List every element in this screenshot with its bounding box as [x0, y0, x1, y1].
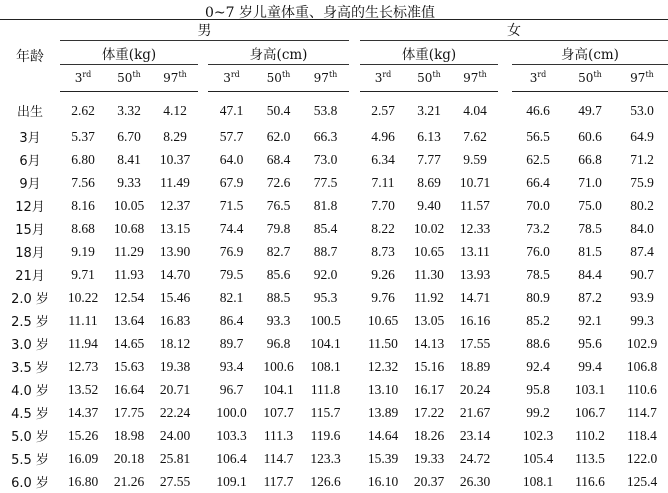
- male-value-cell: 66.3: [302, 125, 349, 148]
- male-value-cell: 12.54: [106, 286, 152, 309]
- pct-50-suffix: th: [593, 70, 601, 79]
- pct-97-suffix: th: [478, 70, 486, 79]
- female-value-cell: 17.22: [406, 401, 452, 424]
- female-value-cell: 99.4: [564, 355, 616, 378]
- female-value-cell: 90.7: [616, 263, 668, 286]
- female-value-cell: 10.02: [406, 217, 452, 240]
- pct-3-num: 3: [530, 71, 538, 85]
- age-cell: 5.5 岁: [0, 447, 60, 470]
- male-value-cell: 89.7: [208, 332, 255, 355]
- table-row: [0, 217, 668, 240]
- table-title: 0~7 岁儿童体重、身高的生长标准值: [0, 2, 640, 22]
- female-value-cell: 9.26: [360, 263, 406, 286]
- table-row: [0, 263, 668, 286]
- male-value-cell: 16.09: [60, 447, 106, 470]
- male-value-cell: 8.41: [106, 148, 152, 171]
- male-value-cell: 14.70: [152, 263, 198, 286]
- female-value-cell: 95.8: [512, 378, 564, 401]
- pct-97-suffix: th: [645, 70, 653, 79]
- male-value-cell: 13.15: [152, 217, 198, 240]
- female-value-cell: 92.1: [564, 309, 616, 332]
- male-value-cell: 16.64: [106, 378, 152, 401]
- age-cell: 18月: [0, 240, 60, 263]
- male-weight-header: 体重(kg): [60, 41, 198, 65]
- pct-50-suffix: th: [282, 70, 290, 79]
- female-value-cell: 75.0: [564, 194, 616, 217]
- female-value-cell: 108.1: [512, 470, 564, 493]
- female-value-cell: 17.55: [452, 332, 498, 355]
- male-value-cell: 119.6: [302, 424, 349, 447]
- male-value-cell: 81.8: [302, 194, 349, 217]
- female-value-cell: 84.0: [616, 217, 668, 240]
- male-value-cell: 73.0: [302, 148, 349, 171]
- female-value-cell: 13.93: [452, 263, 498, 286]
- male-value-cell: 15.63: [106, 355, 152, 378]
- pct-3-suffix: rd: [537, 70, 546, 79]
- male-value-cell: 93.4: [208, 355, 255, 378]
- male-value-cell: 3.32: [106, 92, 152, 126]
- male-value-cell: 123.3: [302, 447, 349, 470]
- male-value-cell: 10.68: [106, 217, 152, 240]
- male-value-cell: 62.0: [255, 125, 302, 148]
- table-row: [0, 148, 668, 171]
- male-value-cell: 67.9: [208, 171, 255, 194]
- male-value-cell: 8.16: [60, 194, 106, 217]
- male-value-cell: 104.1: [302, 332, 349, 355]
- female-value-cell: 78.5: [564, 217, 616, 240]
- pct-50-header: [564, 65, 616, 92]
- age-cell: 3.5 岁: [0, 355, 60, 378]
- pct-3-suffix: rd: [382, 70, 391, 79]
- female-value-cell: 105.4: [512, 447, 564, 470]
- female-value-cell: 11.30: [406, 263, 452, 286]
- female-height-header: 身高(cm): [512, 41, 668, 65]
- pct-97-num: 97: [314, 71, 329, 85]
- age-cell: 15月: [0, 217, 60, 240]
- male-value-cell: 2.62: [60, 92, 106, 126]
- female-value-cell: 7.70: [360, 194, 406, 217]
- pct-3-header: [512, 65, 564, 92]
- male-value-cell: 88.5: [255, 286, 302, 309]
- female-value-cell: 13.89: [360, 401, 406, 424]
- male-value-cell: 18.12: [152, 332, 198, 355]
- female-value-cell: 114.7: [616, 401, 668, 424]
- male-value-cell: 64.0: [208, 148, 255, 171]
- female-value-cell: 11.57: [452, 194, 498, 217]
- age-cell: 6.0 岁: [0, 470, 60, 493]
- pct-50-header: [106, 65, 152, 92]
- pct-50-num: 50: [417, 71, 432, 85]
- pct-3-header: [360, 65, 406, 92]
- male-value-cell: 53.8: [302, 92, 349, 126]
- female-value-cell: 106.7: [564, 401, 616, 424]
- table-row: [0, 378, 668, 401]
- table-row: [0, 401, 668, 424]
- male-value-cell: 100.0: [208, 401, 255, 424]
- male-value-cell: 27.55: [152, 470, 198, 493]
- age-cell: 2.0 岁: [0, 286, 60, 309]
- pct-97-header: [452, 65, 498, 92]
- female-value-cell: 12.33: [452, 217, 498, 240]
- female-value-cell: 8.73: [360, 240, 406, 263]
- male-value-cell: 6.80: [60, 148, 106, 171]
- pct-3-header: [60, 65, 106, 92]
- age-cell: 9月: [0, 171, 60, 194]
- female-value-cell: 8.22: [360, 217, 406, 240]
- female-value-cell: 60.6: [564, 125, 616, 148]
- female-value-cell: 6.34: [360, 148, 406, 171]
- female-value-cell: 14.13: [406, 332, 452, 355]
- female-value-cell: 46.6: [512, 92, 564, 126]
- male-value-cell: 106.4: [208, 447, 255, 470]
- female-value-cell: 95.6: [564, 332, 616, 355]
- female-value-cell: 12.32: [360, 355, 406, 378]
- female-value-cell: 99.3: [616, 309, 668, 332]
- male-value-cell: 11.49: [152, 171, 198, 194]
- female-value-cell: 66.8: [564, 148, 616, 171]
- male-value-cell: 76.9: [208, 240, 255, 263]
- male-value-cell: 57.7: [208, 125, 255, 148]
- male-header: 男: [60, 20, 349, 41]
- male-value-cell: 10.22: [60, 286, 106, 309]
- male-value-cell: 79.5: [208, 263, 255, 286]
- male-value-cell: 82.1: [208, 286, 255, 309]
- female-value-cell: 9.40: [406, 194, 452, 217]
- male-value-cell: 47.1: [208, 92, 255, 126]
- metric-header-row: [0, 41, 668, 65]
- pct-50-suffix: th: [132, 70, 140, 79]
- female-value-cell: 93.9: [616, 286, 668, 309]
- male-height-header: 身高(cm): [208, 41, 349, 65]
- female-value-cell: 118.4: [616, 424, 668, 447]
- male-value-cell: 5.37: [60, 125, 106, 148]
- female-value-cell: 110.6: [616, 378, 668, 401]
- male-value-cell: 4.12: [152, 92, 198, 126]
- male-value-cell: 96.7: [208, 378, 255, 401]
- male-value-cell: 11.94: [60, 332, 106, 355]
- male-value-cell: 114.7: [255, 447, 302, 470]
- female-value-cell: 102.3: [512, 424, 564, 447]
- table-row: [0, 194, 668, 217]
- female-value-cell: 71.0: [564, 171, 616, 194]
- male-value-cell: 109.1: [208, 470, 255, 493]
- male-value-cell: 9.19: [60, 240, 106, 263]
- table-row: [0, 424, 668, 447]
- female-value-cell: 26.30: [452, 470, 498, 493]
- female-value-cell: 10.65: [406, 240, 452, 263]
- female-value-cell: 20.37: [406, 470, 452, 493]
- male-value-cell: 107.7: [255, 401, 302, 424]
- male-value-cell: 72.6: [255, 171, 302, 194]
- male-value-cell: 13.64: [106, 309, 152, 332]
- female-value-cell: 19.33: [406, 447, 452, 470]
- female-value-cell: 76.0: [512, 240, 564, 263]
- female-value-cell: 87.4: [616, 240, 668, 263]
- male-value-cell: 117.7: [255, 470, 302, 493]
- male-value-cell: 100.5: [302, 309, 349, 332]
- female-value-cell: 14.71: [452, 286, 498, 309]
- female-value-cell: 11.92: [406, 286, 452, 309]
- percentile-header-row: [0, 65, 668, 92]
- female-value-cell: 7.77: [406, 148, 452, 171]
- female-value-cell: 85.2: [512, 309, 564, 332]
- female-header: 女: [360, 20, 668, 41]
- female-value-cell: 6.13: [406, 125, 452, 148]
- female-value-cell: 4.04: [452, 92, 498, 126]
- female-value-cell: 16.10: [360, 470, 406, 493]
- male-value-cell: 13.52: [60, 378, 106, 401]
- male-value-cell: 82.7: [255, 240, 302, 263]
- female-value-cell: 7.62: [452, 125, 498, 148]
- female-value-cell: 70.0: [512, 194, 564, 217]
- pct-3-suffix: rd: [82, 70, 91, 79]
- age-column-header: 年龄: [0, 20, 60, 92]
- age-cell: 12月: [0, 194, 60, 217]
- male-value-cell: 96.8: [255, 332, 302, 355]
- female-value-cell: 73.2: [512, 217, 564, 240]
- female-value-cell: 78.5: [512, 263, 564, 286]
- male-value-cell: 77.5: [302, 171, 349, 194]
- female-value-cell: 116.6: [564, 470, 616, 493]
- male-value-cell: 111.8: [302, 378, 349, 401]
- female-value-cell: 7.11: [360, 171, 406, 194]
- female-value-cell: 102.9: [616, 332, 668, 355]
- male-value-cell: 15.26: [60, 424, 106, 447]
- pct-3-num: 3: [75, 71, 83, 85]
- pct-50-num: 50: [267, 71, 282, 85]
- female-value-cell: 87.2: [564, 286, 616, 309]
- age-cell: 21月: [0, 263, 60, 286]
- male-value-cell: 10.37: [152, 148, 198, 171]
- female-value-cell: 3.21: [406, 92, 452, 126]
- female-value-cell: 13.05: [406, 309, 452, 332]
- pct-50-header: [255, 65, 302, 92]
- female-value-cell: 21.67: [452, 401, 498, 424]
- pct-97-header: [302, 65, 349, 92]
- male-value-cell: 71.5: [208, 194, 255, 217]
- pct-97-num: 97: [163, 71, 178, 85]
- male-value-cell: 88.7: [302, 240, 349, 263]
- male-value-cell: 14.65: [106, 332, 152, 355]
- growth-standard-table: [0, 19, 668, 493]
- male-value-cell: 76.5: [255, 194, 302, 217]
- male-value-cell: 100.6: [255, 355, 302, 378]
- pct-3-num: 3: [223, 71, 231, 85]
- male-value-cell: 95.3: [302, 286, 349, 309]
- male-value-cell: 86.4: [208, 309, 255, 332]
- male-value-cell: 93.3: [255, 309, 302, 332]
- male-value-cell: 20.71: [152, 378, 198, 401]
- male-value-cell: 16.83: [152, 309, 198, 332]
- age-cell: 出生: [0, 92, 60, 126]
- pct-97-suffix: th: [178, 70, 186, 79]
- pct-97-suffix: th: [329, 70, 337, 79]
- female-value-cell: 4.96: [360, 125, 406, 148]
- female-value-cell: 16.16: [452, 309, 498, 332]
- male-value-cell: 20.18: [106, 447, 152, 470]
- female-value-cell: 2.57: [360, 92, 406, 126]
- female-value-cell: 56.5: [512, 125, 564, 148]
- male-value-cell: 10.05: [106, 194, 152, 217]
- female-value-cell: 15.39: [360, 447, 406, 470]
- pct-50-num: 50: [578, 71, 593, 85]
- female-value-cell: 71.2: [616, 148, 668, 171]
- male-value-cell: 22.24: [152, 401, 198, 424]
- female-value-cell: 10.71: [452, 171, 498, 194]
- female-value-cell: 18.26: [406, 424, 452, 447]
- age-cell: 5.0 岁: [0, 424, 60, 447]
- female-value-cell: 8.69: [406, 171, 452, 194]
- male-value-cell: 6.70: [106, 125, 152, 148]
- sex-header-row: [0, 20, 668, 41]
- female-value-cell: 18.89: [452, 355, 498, 378]
- male-value-cell: 50.4: [255, 92, 302, 126]
- male-value-cell: 21.26: [106, 470, 152, 493]
- female-weight-header: 体重(kg): [360, 41, 498, 65]
- pct-3-header: [208, 65, 255, 92]
- male-value-cell: 111.3: [255, 424, 302, 447]
- female-value-cell: 106.8: [616, 355, 668, 378]
- female-value-cell: 80.2: [616, 194, 668, 217]
- female-value-cell: 9.76: [360, 286, 406, 309]
- table-row: [0, 355, 668, 378]
- male-value-cell: 9.33: [106, 171, 152, 194]
- male-value-cell: 108.1: [302, 355, 349, 378]
- male-value-cell: 15.46: [152, 286, 198, 309]
- male-value-cell: 9.71: [60, 263, 106, 286]
- female-value-cell: 10.65: [360, 309, 406, 332]
- age-cell: 3.0 岁: [0, 332, 60, 355]
- male-value-cell: 14.37: [60, 401, 106, 424]
- female-value-cell: 88.6: [512, 332, 564, 355]
- male-value-cell: 103.3: [208, 424, 255, 447]
- female-value-cell: 9.59: [452, 148, 498, 171]
- pct-3-num: 3: [375, 71, 383, 85]
- female-value-cell: 81.5: [564, 240, 616, 263]
- pct-3-suffix: rd: [231, 70, 240, 79]
- male-value-cell: 12.73: [60, 355, 106, 378]
- table-row: [0, 332, 668, 355]
- female-value-cell: 49.7: [564, 92, 616, 126]
- age-cell: 4.5 岁: [0, 401, 60, 424]
- table-row: [0, 309, 668, 332]
- female-value-cell: 62.5: [512, 148, 564, 171]
- female-value-cell: 125.4: [616, 470, 668, 493]
- male-value-cell: 18.98: [106, 424, 152, 447]
- male-value-cell: 68.4: [255, 148, 302, 171]
- female-value-cell: 99.2: [512, 401, 564, 424]
- female-value-cell: 14.64: [360, 424, 406, 447]
- female-value-cell: 66.4: [512, 171, 564, 194]
- female-value-cell: 84.4: [564, 263, 616, 286]
- table-row: [0, 240, 668, 263]
- age-cell: 6月: [0, 148, 60, 171]
- male-value-cell: 8.68: [60, 217, 106, 240]
- female-value-cell: 16.17: [406, 378, 452, 401]
- male-value-cell: 85.4: [302, 217, 349, 240]
- female-value-cell: 11.50: [360, 332, 406, 355]
- male-value-cell: 79.8: [255, 217, 302, 240]
- table-row: [0, 125, 668, 148]
- pct-97-header: [616, 65, 668, 92]
- male-value-cell: 11.29: [106, 240, 152, 263]
- male-value-cell: 85.6: [255, 263, 302, 286]
- male-value-cell: 104.1: [255, 378, 302, 401]
- male-value-cell: 25.81: [152, 447, 198, 470]
- female-value-cell: 75.9: [616, 171, 668, 194]
- table-row: [0, 286, 668, 309]
- table-body: [0, 92, 668, 493]
- female-value-cell: 53.0: [616, 92, 668, 126]
- pct-50-header: [406, 65, 452, 92]
- female-value-cell: 15.16: [406, 355, 452, 378]
- male-value-cell: 11.11: [60, 309, 106, 332]
- pct-50-suffix: th: [432, 70, 440, 79]
- male-value-cell: 92.0: [302, 263, 349, 286]
- pct-97-num: 97: [630, 71, 645, 85]
- male-value-cell: 7.56: [60, 171, 106, 194]
- male-value-cell: 13.90: [152, 240, 198, 263]
- table-row: [0, 92, 668, 126]
- female-value-cell: 13.11: [452, 240, 498, 263]
- male-value-cell: 19.38: [152, 355, 198, 378]
- male-value-cell: 126.6: [302, 470, 349, 493]
- pct-97-header: [152, 65, 198, 92]
- female-value-cell: 80.9: [512, 286, 564, 309]
- female-value-cell: 13.10: [360, 378, 406, 401]
- female-value-cell: 64.9: [616, 125, 668, 148]
- female-value-cell: 110.2: [564, 424, 616, 447]
- male-value-cell: 16.80: [60, 470, 106, 493]
- male-value-cell: 12.37: [152, 194, 198, 217]
- male-value-cell: 74.4: [208, 217, 255, 240]
- age-cell: 3月: [0, 125, 60, 148]
- female-value-cell: 23.14: [452, 424, 498, 447]
- male-value-cell: 8.29: [152, 125, 198, 148]
- male-value-cell: 17.75: [106, 401, 152, 424]
- female-value-cell: 20.24: [452, 378, 498, 401]
- pct-50-num: 50: [117, 71, 132, 85]
- female-value-cell: 92.4: [512, 355, 564, 378]
- pct-97-num: 97: [463, 71, 478, 85]
- female-value-cell: 113.5: [564, 447, 616, 470]
- table-row: [0, 470, 668, 493]
- age-cell: 2.5 岁: [0, 309, 60, 332]
- female-value-cell: 24.72: [452, 447, 498, 470]
- male-value-cell: 115.7: [302, 401, 349, 424]
- age-cell: 4.0 岁: [0, 378, 60, 401]
- male-value-cell: 24.00: [152, 424, 198, 447]
- female-value-cell: 122.0: [616, 447, 668, 470]
- table-row: [0, 447, 668, 470]
- table-row: [0, 171, 668, 194]
- female-value-cell: 103.1: [564, 378, 616, 401]
- male-value-cell: 11.93: [106, 263, 152, 286]
